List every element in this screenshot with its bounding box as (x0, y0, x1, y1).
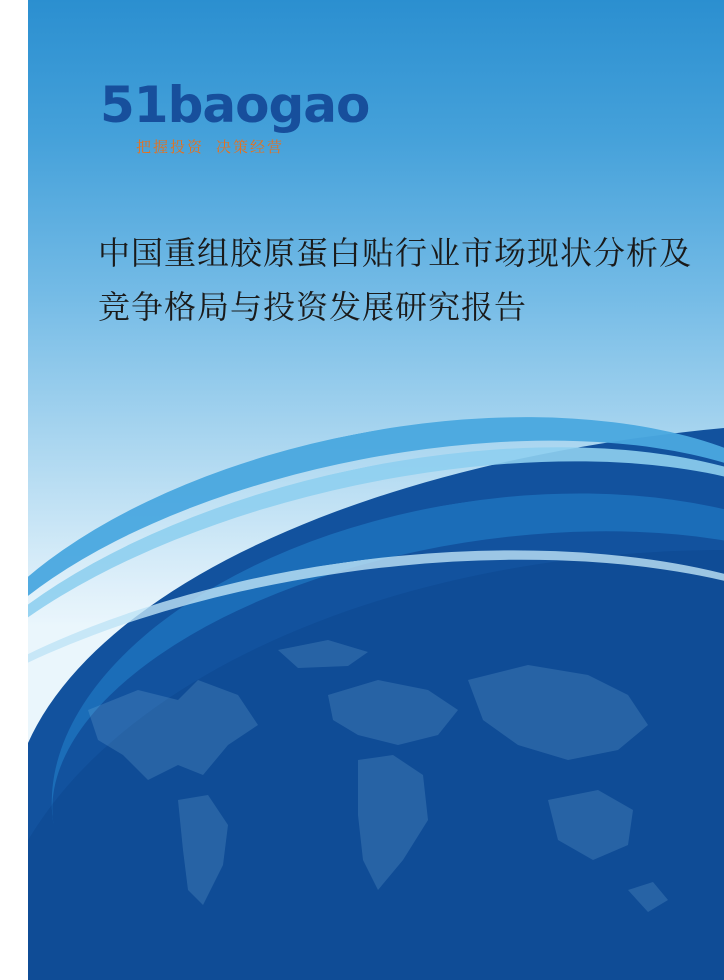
left-margin-strip (0, 0, 28, 980)
logo (100, 76, 370, 170)
cover-background (28, 0, 724, 980)
logo-tagline (136, 136, 360, 157)
logo-tagline-part2: 决策经营 (216, 139, 285, 156)
logo-text: baogao (167, 76, 370, 134)
page-title: 中国重组胶原蛋白贴行业市场现状分析及竞争格局与投资发展研究报告 (98, 234, 693, 326)
logo-digit-5: 51 (100, 76, 168, 134)
world-map-graphic (28, 560, 724, 980)
logo-wordmark (100, 76, 370, 134)
logo-tagline-part1: 把握投资 (136, 139, 205, 156)
